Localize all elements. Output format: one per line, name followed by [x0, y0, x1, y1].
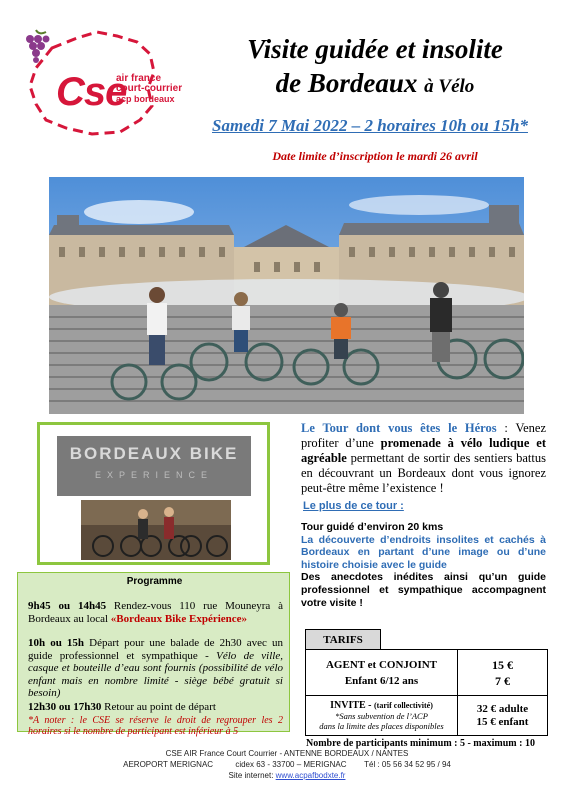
participants-min-max: Nombre de participants minimum : 5 - maximum : 10 — [306, 738, 535, 749]
tarifs-title-spacer — [381, 630, 548, 650]
cse-logo — [22, 28, 192, 140]
tarif-invite-sub-2: dans la limite des places disponibles — [319, 720, 444, 731]
intro-hero: Le Tour dont vous êtes le Héros — [301, 421, 497, 435]
programme-step-1 — [28, 600, 283, 625]
tarif-agent-price-cell — [458, 650, 548, 696]
tour-highlights — [301, 521, 546, 609]
footer-line-3 — [0, 770, 574, 781]
registration-deadline: Date limite d’inscription le mardi 26 avril — [272, 149, 478, 163]
tarif-agent-price-1: 15 € — [492, 657, 513, 672]
programme-note: *A noter : le CSE se réserve le droit de regrouper les 2 horaires si le nombre de participant est inférieur à 5 — [28, 715, 283, 737]
logo-brand: Cse — [56, 70, 127, 114]
tarif-invite-price-cell — [458, 696, 548, 736]
step-1-time: 9h45 ou 14h45 — [28, 600, 107, 612]
footer-site-link[interactable]: www.acpafbodxte.fr — [275, 771, 346, 780]
footer — [0, 748, 574, 781]
highlight-item-1: Tour guidé d’environ 20 kms — [301, 521, 444, 533]
logo-line-3: acp bordeaux — [116, 94, 175, 104]
programme-title: Programme — [126, 576, 183, 587]
footer-address-1: AEROPORT MERIGNAC — [123, 760, 214, 769]
bike-logo-name: BORDEAUX BIKE — [69, 444, 239, 463]
bordeaux-place-de-la-bourse-photo — [49, 177, 524, 414]
highlight-item-2: La découverte d’endroits insolites et cachés à Bordeaux en partant d’une image ou d’une histoire choisie avec le guide — [301, 533, 546, 571]
bordeaux-bike-box — [37, 422, 270, 565]
step-2-time: 10h ou 15h — [28, 637, 85, 649]
tarif-invite-price-2: 15 € enfant — [476, 715, 529, 728]
bike-group-photo — [81, 500, 231, 560]
tarif-invite-price-1: 32 € adulte — [476, 702, 529, 715]
intro-text-1: : Venez profiter d’une — [301, 421, 546, 450]
tarif-agent-price-2: 7 € — [495, 673, 510, 688]
tarif-agent-cell — [306, 650, 458, 696]
footer-line-2 — [0, 759, 574, 770]
footer-site-label: Site internet: — [228, 771, 276, 780]
programme-box — [17, 572, 290, 737]
tarifs-title: TARIFS — [306, 630, 381, 650]
intro-bold-1: promenade à vélo ludique et agréable — [301, 436, 546, 465]
tarif-invite-cell — [306, 696, 458, 736]
tarif-agent-sub: Enfant 6/12 ans — [344, 674, 419, 687]
tour-highlights-title: Le plus de ce tour : — [303, 500, 404, 512]
tarif-invite-label-2: (tarif collectivité) — [374, 700, 433, 710]
footer-phone: Tél : 05 56 34 52 95 / 94 — [364, 760, 451, 769]
logo-line-1: air france — [116, 73, 162, 84]
title-line-2-small: à Vélo — [424, 76, 475, 97]
programme-step-2 — [28, 637, 283, 700]
tarif-agent-label: AGENT et CONJOINT — [325, 658, 438, 671]
step-1-venue: «Bordeaux Bike Expérience» — [110, 612, 248, 625]
tarifs-table — [305, 629, 548, 736]
logo-line-2: court-courrier — [116, 83, 183, 94]
intro-paragraph — [301, 421, 546, 496]
step-3-text: Retour au point de départ — [101, 701, 216, 713]
footer-line-1: CSE AIR France Court Courrier - ANTENNE BORDEAUX / NANTES — [165, 749, 409, 758]
bike-group-illustration — [81, 500, 231, 560]
step-3-time: 12h30 ou 17h30 — [28, 701, 102, 713]
step-2-equipment: Vélo de ville, casque et bouteille d’eau sont fournis (possibilité de vélo enfant mais en nombre limité - siège bébé gratuit si besoin) — [28, 649, 283, 699]
page-title-line-1: Visite guidée et insolite — [247, 34, 503, 64]
highlight-item-3: Des anecdotes inédites ainsi qu’un guide professionnel et sympathique accompagnent votre visite ! — [301, 571, 546, 609]
title-line-2-main: de Bordeaux — [275, 68, 425, 98]
cyclists-square-illustration — [49, 177, 524, 414]
grapes-icon — [22, 28, 50, 64]
bordeaux-bike-logo — [57, 436, 251, 496]
bike-logo-sub: EXPERIENCE — [94, 470, 214, 480]
step-2-text: Départ pour une balade de 2h30 avec un guide professionnel et sympathique - — [28, 637, 283, 662]
tarif-invite-sub-1: *Sans subvention de l’ACP — [335, 710, 428, 721]
programme-step-3 — [28, 701, 283, 714]
intro-text-2: permettant de sortir des sentiers battus en découvrant un Bordeaux dont vous ignorez peut-être même l’existence ! — [301, 451, 546, 495]
event-date: Samedi 7 Mai 2022 – 2 horaires 10h ou 15h* — [212, 116, 528, 135]
footer-address-2: cidex 63 - 33700 – MERIGNAC — [235, 760, 347, 769]
tarif-invite-label: INVITE - — [330, 699, 375, 711]
step-1-text: Rendez-vous 110 rue Mouneyra à Bordeaux au local — [28, 600, 284, 625]
page-title-line-2 — [210, 68, 540, 102]
